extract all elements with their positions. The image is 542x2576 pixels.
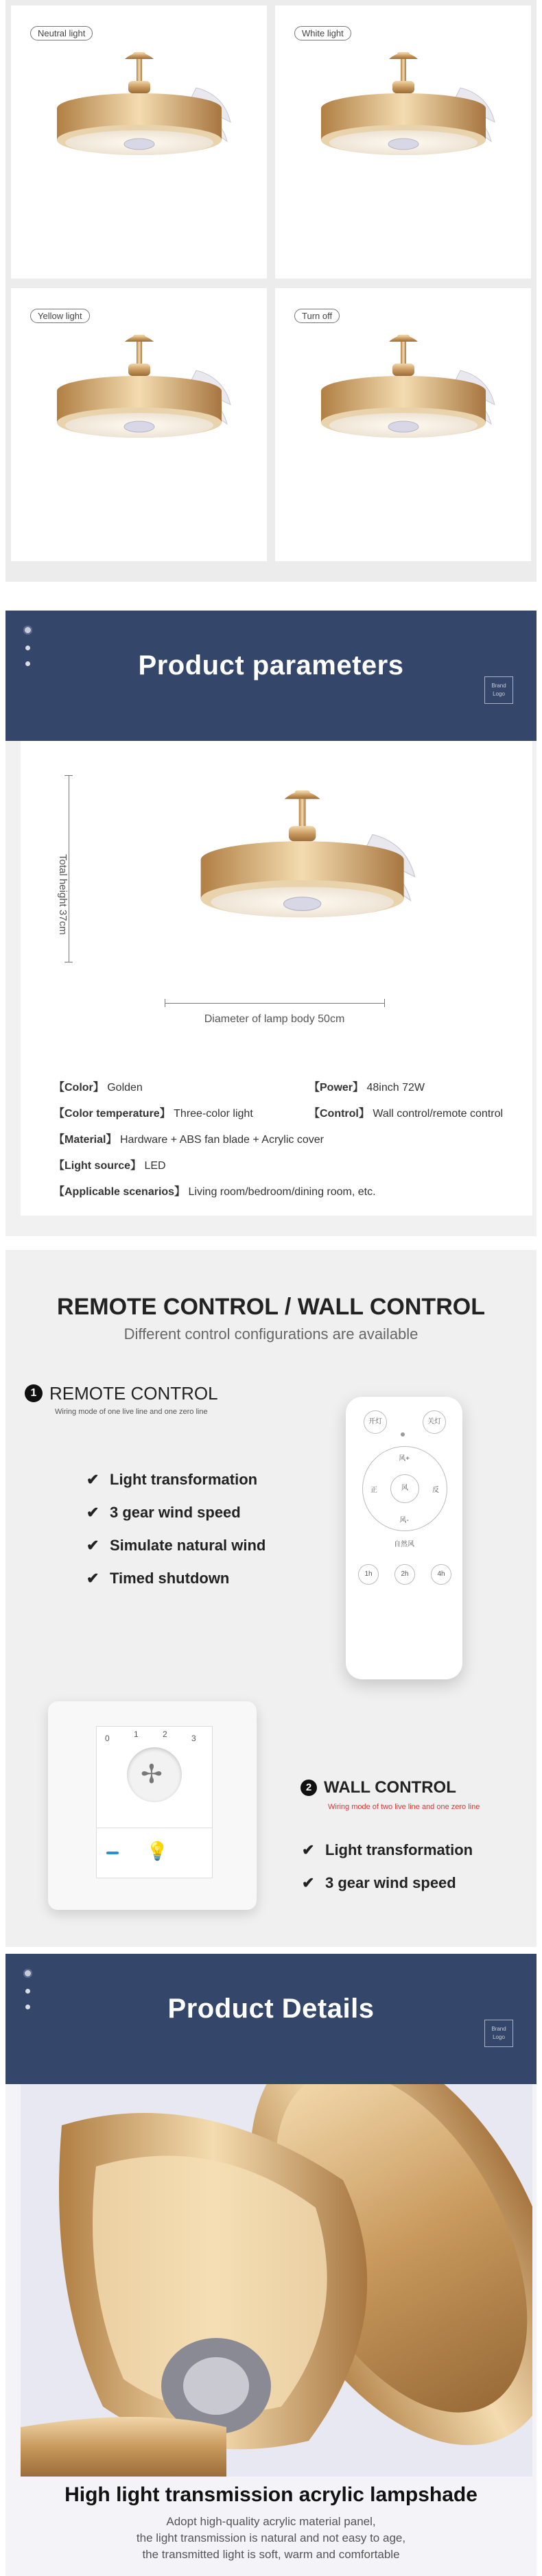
brand-logo: Brand Logo	[484, 2020, 513, 2047]
spec-power: 【Power】 48inch 72W	[309, 1082, 425, 1094]
wall-switch-dial-panel	[96, 1726, 213, 1829]
lampshade-closeup-image	[21, 2084, 532, 2477]
spec-applicable-scenarios: 【Applicable scenarios】 Living room/bedroom/dining room, etc.	[54, 1186, 376, 1198]
remote-number-badge: 1	[25, 1384, 43, 1402]
details-caption-title: High light transmission acrylic lampshade	[64, 2483, 478, 2506]
remote-control-image	[346, 1397, 462, 1679]
remote-indicator-dot	[401, 1432, 405, 1437]
diameter-dimension-line	[165, 1003, 384, 1004]
remote-center-button: 风	[390, 1474, 419, 1503]
section-title: Product parameters	[138, 650, 404, 681]
wall-wiring-note: Wiring mode of two live line and one zero line	[328, 1803, 480, 1811]
check-icon: ✔	[302, 1841, 315, 1858]
remote-timer-2h: 2h	[394, 1564, 415, 1585]
dial-mark: 2	[163, 1729, 167, 1739]
indicator-led	[106, 1852, 119, 1854]
wall-switch-image	[48, 1701, 257, 1910]
fan-icon: ✢	[141, 1760, 163, 1789]
mode-card-yellow	[11, 288, 267, 561]
spec-color-temperature: 【Color temperature】 Three-color light	[54, 1108, 253, 1120]
remote-timer-4h: 4h	[431, 1564, 451, 1585]
light-bulb-icon: 💡	[146, 1841, 169, 1861]
wall-switch-light-key	[96, 1828, 213, 1878]
mode-label: White light	[294, 26, 351, 40]
spec-material: 【Material】 Hardware + ABS fan blade + Acrylic cover	[54, 1134, 324, 1146]
check-icon: ✔	[86, 1537, 99, 1554]
remote-feature-item: ✔ Simulate natural wind	[86, 1537, 266, 1554]
details-caption-body: Adopt high-quality acrylic material panel, the light transmission is natural and not easy to age, the transmitted light is soft, warm and comfortable	[136, 2515, 406, 2561]
spec-control: 【Control】 Wall control/remote control	[309, 1108, 504, 1120]
remote-heading: REMOTE CONTROL	[49, 1383, 218, 1404]
wall-feature-item: ✔ 3 gear wind speed	[302, 1874, 456, 1891]
total-height-label: Total height 37cm	[57, 854, 69, 935]
mode-card-white	[275, 5, 531, 279]
fan-lamp-image	[11, 288, 267, 561]
section-title: Product Details	[167, 1994, 375, 2024]
remote-feature-item: ✔ 3 gear wind speed	[86, 1504, 241, 1521]
remote-feature-item: ✔ Light transformation	[86, 1471, 258, 1488]
dial-mark: 1	[134, 1729, 139, 1739]
remote-fan-down: 风-	[399, 1517, 409, 1524]
fan-lamp-image	[275, 288, 531, 561]
mode-card-off	[275, 288, 531, 561]
check-icon: ✔	[86, 1504, 99, 1521]
spec-light-source: 【Light source】 LED	[54, 1160, 166, 1172]
wall-feature-item: ✔ Light transformation	[302, 1841, 473, 1858]
parameters-section	[5, 741, 537, 1236]
mode-label: Neutral light	[30, 26, 93, 40]
details-header	[5, 1954, 537, 2084]
wall-number-badge: 2	[301, 1780, 317, 1796]
remote-feature-item: ✔ Timed shutdown	[86, 1570, 230, 1587]
fan-lamp-image	[144, 775, 460, 974]
brand-logo: Brand Logo	[484, 676, 513, 704]
diameter-label: Diameter of lamp body 50cm	[204, 1013, 345, 1025]
control-title: REMOTE CONTROL / WALL CONTROL	[57, 1294, 485, 1320]
parameters-header	[5, 611, 537, 741]
remote-dpad	[362, 1446, 447, 1531]
mode-card-neutral	[11, 5, 267, 279]
control-subtitle: Different control configurations are available	[123, 1325, 419, 1343]
light-modes-section	[5, 0, 537, 582]
fan-lamp-image	[275, 5, 531, 279]
dial-mark: 3	[191, 1734, 196, 1743]
parameters-card	[21, 741, 532, 1216]
remote-timer-1h: 1h	[358, 1564, 379, 1585]
spec-color: 【Color】 Golden	[54, 1082, 143, 1094]
fan-lamp-image	[11, 5, 267, 279]
remote-wiring-note: Wiring mode of one live line and one zero line	[55, 1408, 208, 1416]
check-icon: ✔	[86, 1570, 99, 1587]
mode-label: Yellow light	[30, 309, 90, 323]
details-section	[5, 2084, 537, 2576]
check-icon: ✔	[302, 1874, 315, 1891]
remote-light-off-button: 关灯	[423, 1410, 446, 1434]
wall-heading: WALL CONTROL	[324, 1778, 456, 1797]
remote-forward: 正	[370, 1487, 377, 1494]
control-section	[5, 1250, 537, 1947]
check-icon: ✔	[86, 1471, 99, 1488]
remote-reverse: 反	[432, 1487, 439, 1494]
remote-light-on-button: 开灯	[364, 1410, 387, 1434]
remote-natural-wind: 自然风	[394, 1541, 414, 1548]
mode-label: Turn off	[294, 309, 340, 323]
fan-speed-dial	[127, 1747, 182, 1802]
dial-mark: 0	[105, 1734, 110, 1743]
remote-fan-up: 风+	[399, 1455, 410, 1463]
